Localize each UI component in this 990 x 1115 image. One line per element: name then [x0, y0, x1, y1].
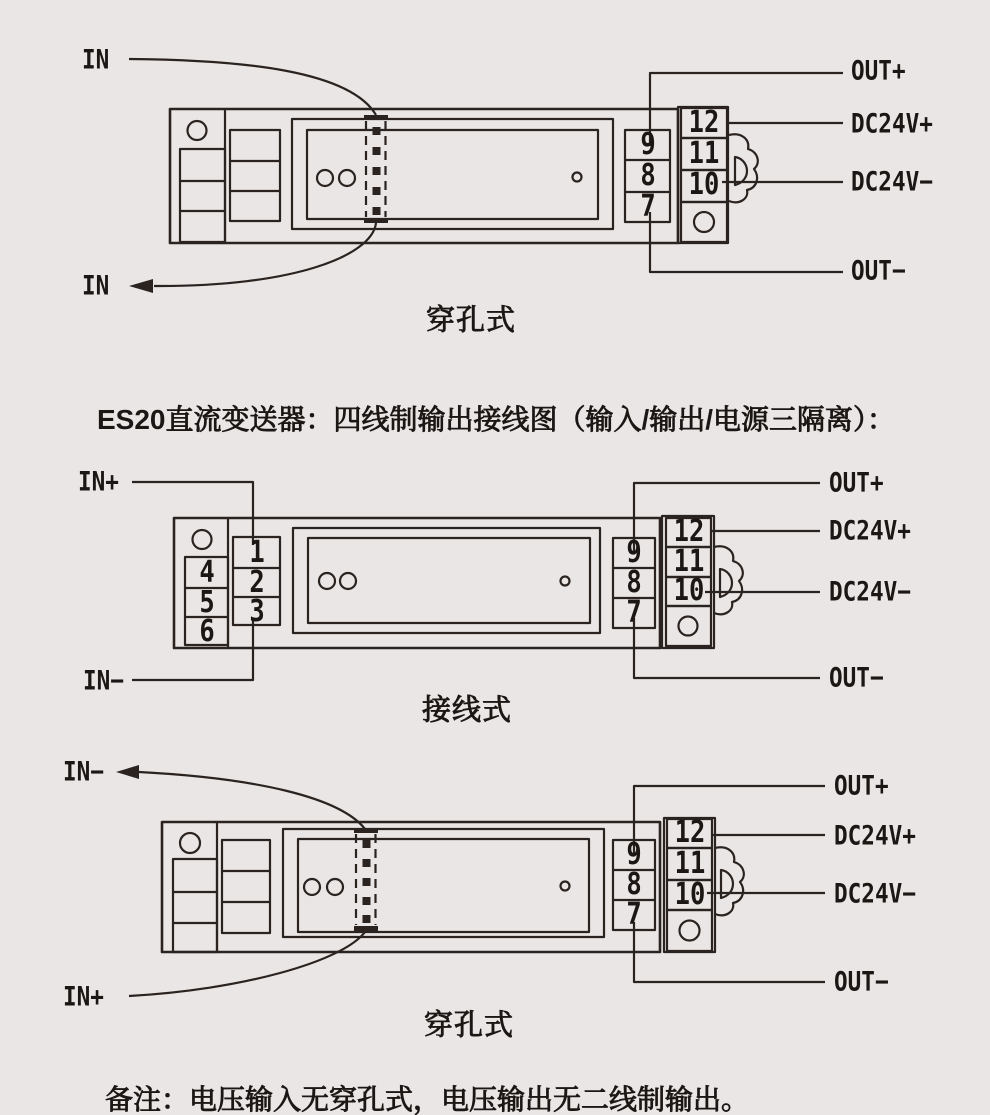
footnote: 备注：电压输入无穿孔式，电压输出无二线制输出。 — [105, 1084, 750, 1115]
d1-terminal-9: 9 — [640, 127, 656, 163]
display-panel — [307, 130, 598, 219]
led-indicator — [317, 170, 333, 186]
mounting-hole — [188, 121, 207, 140]
d3-out-plus-label: OUT+ — [834, 770, 889, 802]
led-indicator — [340, 573, 356, 589]
d1-terminal-11: 11 — [688, 136, 720, 172]
d2-terminal-1: 1 — [249, 535, 265, 571]
d1-out-plus-label: OUT+ — [851, 55, 906, 87]
mounting-hole — [180, 833, 200, 853]
d2-terminal-2: 2 — [249, 565, 265, 601]
d3-dc24v-plus-label: DC24V+ — [834, 820, 916, 852]
d1-terminal-7: 7 — [640, 189, 656, 225]
d1-dc24v-plus-label: DC24V+ — [851, 108, 933, 140]
d1-out-minus-label: OUT− — [851, 255, 906, 287]
diagram-3-device — [116, 765, 825, 996]
d2-dc24v-plus-label: DC24V+ — [829, 515, 911, 547]
d1-caption: 穿孔式 — [425, 304, 517, 337]
d2-out-minus-label: OUT− — [829, 662, 884, 694]
d1-terminal-12: 12 — [688, 105, 720, 141]
d2-terminal-12: 12 — [673, 514, 705, 550]
d1-dc24v-minus-label: DC24V− — [851, 166, 933, 198]
display-panel — [298, 839, 589, 932]
mounting-hole — [193, 530, 212, 549]
diagram-1-device — [129, 59, 843, 293]
d2-dc24v-minus-label: DC24V− — [829, 576, 911, 608]
d2-terminal-5: 5 — [199, 585, 215, 621]
arrowhead — [116, 765, 139, 779]
d3-terminal-9: 9 — [626, 837, 642, 873]
d1-in-top-label: IN — [82, 44, 110, 76]
d3-terminal-12: 12 — [674, 815, 706, 851]
d2-in-plus-label: IN+ — [78, 466, 119, 498]
display-panel — [308, 538, 590, 623]
led-indicator — [304, 879, 320, 895]
d3-in-minus-label: IN− — [63, 756, 104, 788]
d2-terminal-3: 3 — [249, 594, 265, 630]
led-indicator — [327, 879, 343, 895]
adjust-hole — [573, 173, 582, 182]
through-hole-strip — [354, 828, 378, 931]
wires — [132, 482, 820, 680]
page-title: ES20直流变送器：四线制输出接线图（输入/输出/电源三隔离）： — [97, 404, 896, 435]
din-clip — [714, 546, 743, 614]
led-indicator — [339, 170, 355, 186]
d2-in-minus-label: IN− — [83, 665, 124, 697]
d2-terminal-8: 8 — [626, 565, 642, 601]
through-hole-strip — [364, 115, 388, 223]
diagram-2-device — [132, 482, 820, 680]
d1-terminal-8: 8 — [640, 158, 656, 194]
arrowhead — [129, 279, 153, 293]
d3-out-minus-label: OUT− — [834, 966, 889, 998]
d2-terminal-6: 6 — [199, 614, 215, 650]
adjust-hole — [561, 577, 570, 586]
d2-out-plus-label: OUT+ — [829, 467, 884, 499]
mounting-hole — [694, 212, 714, 232]
d3-dc24v-minus-label: DC24V− — [834, 878, 916, 910]
din-clip — [729, 134, 758, 202]
d2-terminal-7: 7 — [626, 595, 642, 631]
d2-terminal-11: 11 — [673, 544, 705, 580]
d3-terminal-8: 8 — [626, 867, 642, 903]
d2-terminal-4: 4 — [199, 555, 215, 591]
d2-terminal-9: 9 — [626, 535, 642, 571]
adjust-hole — [561, 882, 570, 891]
d3-caption: 穿孔式 — [423, 1009, 515, 1042]
d1-terminal-10: 10 — [688, 167, 720, 203]
d3-terminal-7: 7 — [626, 897, 642, 933]
mounting-hole — [679, 617, 698, 636]
d3-in-plus-label: IN+ — [63, 981, 104, 1013]
mounting-hole — [680, 921, 700, 941]
d2-terminal-10: 10 — [673, 573, 705, 609]
din-clip — [715, 847, 744, 915]
d3-terminal-10: 10 — [674, 877, 706, 913]
d1-in-bottom-label: IN — [82, 270, 110, 302]
led-indicator — [319, 573, 335, 589]
d2-caption: 接线式 — [421, 694, 513, 727]
display-frame — [283, 829, 604, 937]
d3-terminal-11: 11 — [674, 846, 706, 882]
